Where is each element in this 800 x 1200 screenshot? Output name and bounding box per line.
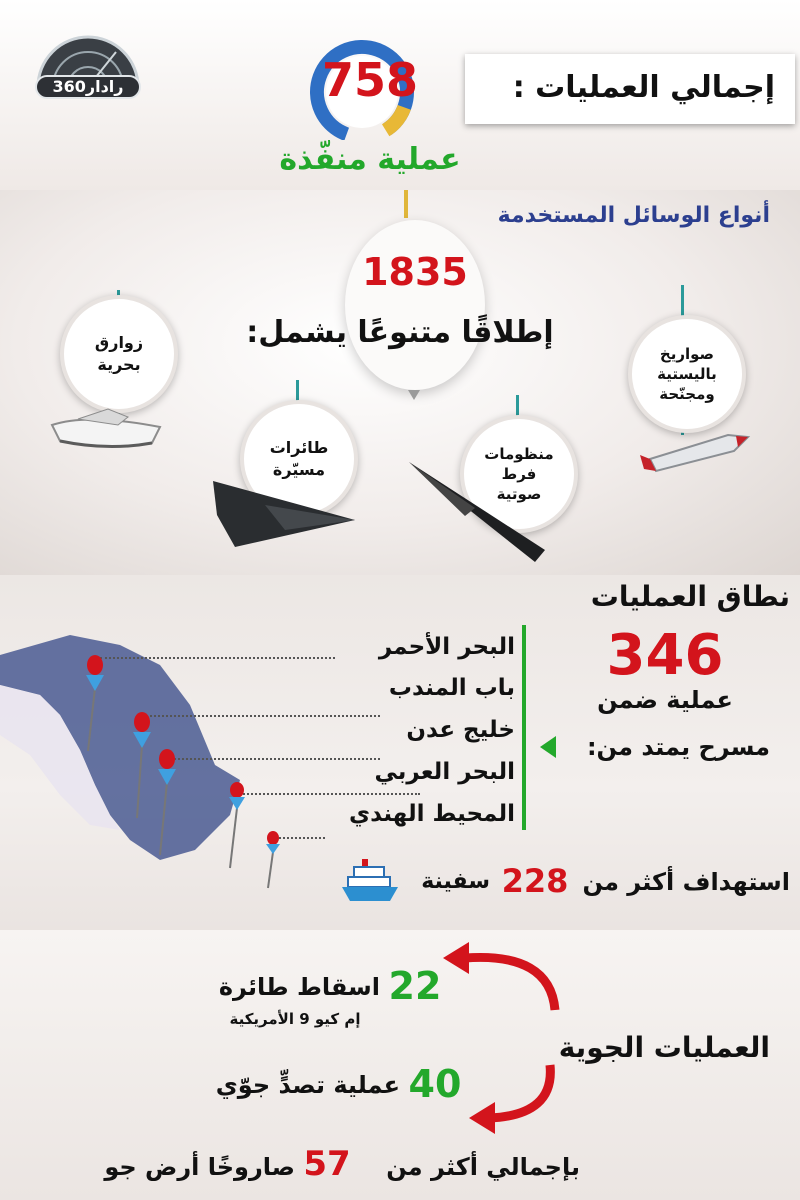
missiles-suffix: صاروخًا أرض جو bbox=[104, 1153, 295, 1181]
center-arrow-icon bbox=[408, 390, 420, 400]
means-item-label: صواريخ bbox=[659, 345, 715, 363]
launches-circle bbox=[345, 220, 485, 390]
logo-text: رادار360 bbox=[52, 77, 124, 96]
air-heading: العمليات الجوية bbox=[558, 1031, 770, 1064]
red-arrow-icon bbox=[455, 1060, 565, 1135]
leader-line bbox=[240, 793, 420, 795]
region-item: المحيط الهندي bbox=[349, 801, 515, 827]
total-operations-caption: عملية منفّذة bbox=[279, 142, 461, 177]
air-section bbox=[0, 930, 800, 1200]
range-count-value: 346 bbox=[606, 623, 724, 688]
range-section bbox=[0, 575, 800, 930]
missiles-count: 57 bbox=[303, 1144, 351, 1184]
means-heading: أنواع الوسائل المستخدمة bbox=[497, 203, 770, 228]
downed-subtext: إم كيو 9 الأمريكية bbox=[229, 1010, 361, 1028]
map-pin-icon bbox=[152, 747, 182, 857]
boat-icon bbox=[48, 395, 166, 455]
page-title: إجمالي العمليات : bbox=[512, 70, 775, 105]
connector-line bbox=[404, 190, 408, 218]
downed-count: 22 bbox=[388, 964, 442, 1008]
intercept-count: 40 bbox=[408, 1062, 462, 1106]
logo bbox=[28, 32, 148, 102]
launches-value: 1835 bbox=[362, 250, 468, 294]
intercept-text: عملية تصدٍّ جوّي bbox=[215, 1071, 400, 1099]
ship-icon bbox=[340, 857, 400, 907]
map-pin-icon bbox=[80, 653, 110, 753]
means-item-label: مسيّرة bbox=[272, 460, 326, 479]
means-section bbox=[0, 190, 800, 575]
missiles-prefix: بإجمالي أكثر من bbox=[386, 1153, 580, 1181]
means-item-label: ومجنّحة bbox=[659, 385, 715, 403]
theater-text: مسرح يمتد من: bbox=[586, 733, 770, 761]
region-item: البحر العربي bbox=[374, 759, 515, 785]
means-item-label: زوارق bbox=[94, 333, 144, 352]
region-item: باب المندب bbox=[388, 675, 515, 701]
means-item-label: منظومات bbox=[484, 445, 554, 463]
ships-prefix: استهداف أكثر من bbox=[582, 868, 790, 896]
means-item-label: طائرات bbox=[269, 438, 329, 457]
green-arrow-icon bbox=[540, 736, 556, 758]
range-count-caption: عملية ضمن bbox=[597, 686, 733, 714]
header-section bbox=[0, 0, 800, 190]
downed-text: اسقاط طائرة bbox=[218, 973, 380, 1001]
means-item-label: صوتية bbox=[496, 485, 542, 503]
region-item: خليج عدن bbox=[406, 717, 515, 743]
ships-count: 228 bbox=[501, 862, 569, 900]
ships-suffix: سفينة bbox=[421, 869, 490, 894]
rocket-icon bbox=[636, 425, 751, 480]
drone-icon bbox=[205, 475, 370, 550]
region-item: البحر الأحمر bbox=[378, 634, 515, 660]
means-item-rockets bbox=[628, 315, 746, 433]
means-item-label: بحرية bbox=[97, 355, 141, 374]
map-pin-icon bbox=[222, 780, 252, 870]
map-pin-icon bbox=[258, 830, 288, 890]
total-operations-value: 758 bbox=[321, 53, 419, 107]
regions-divider bbox=[522, 625, 526, 830]
means-item-label: فرط bbox=[501, 465, 537, 483]
hypersonic-missile-icon bbox=[405, 460, 555, 565]
means-item-label: باليستية bbox=[657, 365, 717, 383]
range-heading: نطاق العمليات bbox=[590, 580, 790, 613]
launches-caption: إطلاقًا متنوعًا يشمل: bbox=[246, 315, 554, 350]
